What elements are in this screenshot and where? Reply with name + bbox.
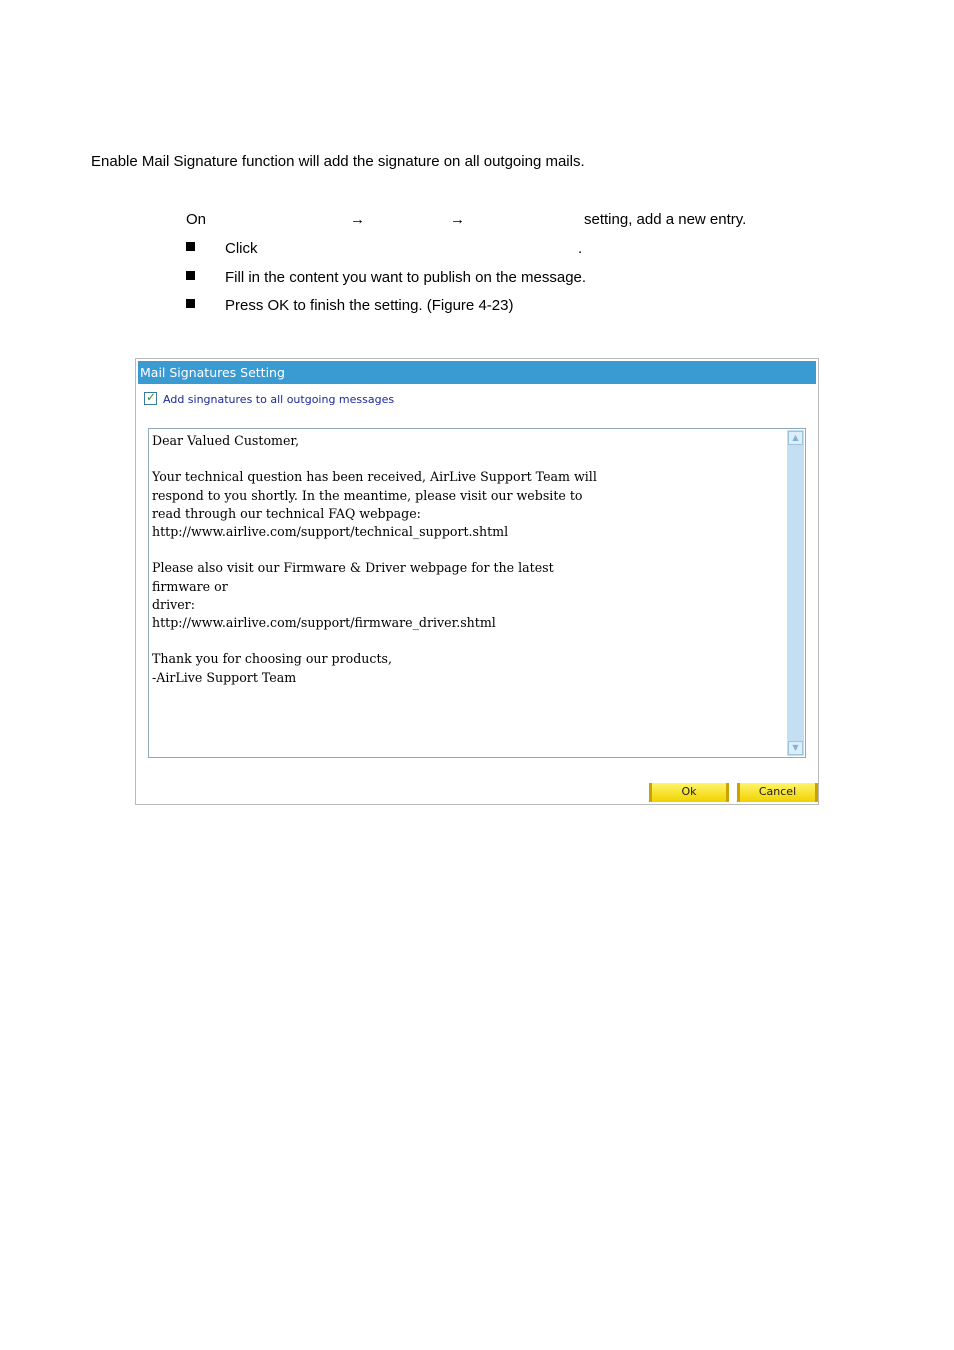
bullet-suffix: .	[578, 240, 583, 257]
arrow-right-icon: →	[350, 211, 365, 228]
bullet-square-icon	[186, 242, 195, 251]
scroll-up-icon[interactable]: ▲	[788, 431, 803, 445]
dialog-title: Mail Signatures Setting	[138, 361, 816, 384]
list-item	[186, 240, 583, 258]
add-signatures-label[interactable]: Add singnatures to all outgoing messages	[163, 393, 395, 406]
signature-textarea[interactable]	[148, 428, 806, 758]
bullet-text: Click	[225, 240, 258, 257]
bullet-square-icon	[186, 299, 195, 308]
ok-button[interactable]: Ok	[649, 783, 729, 802]
intro-paragraph: Enable Mail Signature function will add the signature on all outgoing mails.	[91, 153, 585, 170]
add-signatures-checkbox[interactable]	[144, 392, 157, 405]
vertical-scrollbar[interactable]	[787, 430, 804, 756]
cancel-button[interactable]: Cancel	[737, 783, 818, 802]
mail-signatures-dialog	[135, 358, 819, 805]
bullet-text: Press OK to finish the setting. (Figure 4-23)	[225, 297, 514, 314]
bullet-square-icon	[186, 271, 195, 280]
steps-header	[186, 211, 806, 229]
scroll-down-icon[interactable]: ▼	[788, 741, 803, 755]
bullet-text: Fill in the content you want to publish on the message.	[225, 269, 587, 286]
signature-text[interactable]: Dear Valued Customer, Your technical question has been received, AirLive Support Team will respond to you shortly. In the meantime, please visit our website to read through our technical FAQ webpage: http://www.airlive.com/support/technical_support.shtml Please also visit our Firmware & Driver webpage for the latest firmware or driver: http://www.airlive.com/support/firmware_driver.shtml Thank you for choosing our products, -AirLive Support Team	[152, 433, 597, 685]
list-item	[186, 269, 587, 287]
step-on-text: On	[186, 211, 207, 228]
step-tail-text: setting, add a new entry.	[584, 211, 747, 228]
list-item	[186, 297, 514, 315]
check-icon: ✓	[146, 390, 157, 404]
arrow-right-icon: →	[450, 211, 465, 228]
